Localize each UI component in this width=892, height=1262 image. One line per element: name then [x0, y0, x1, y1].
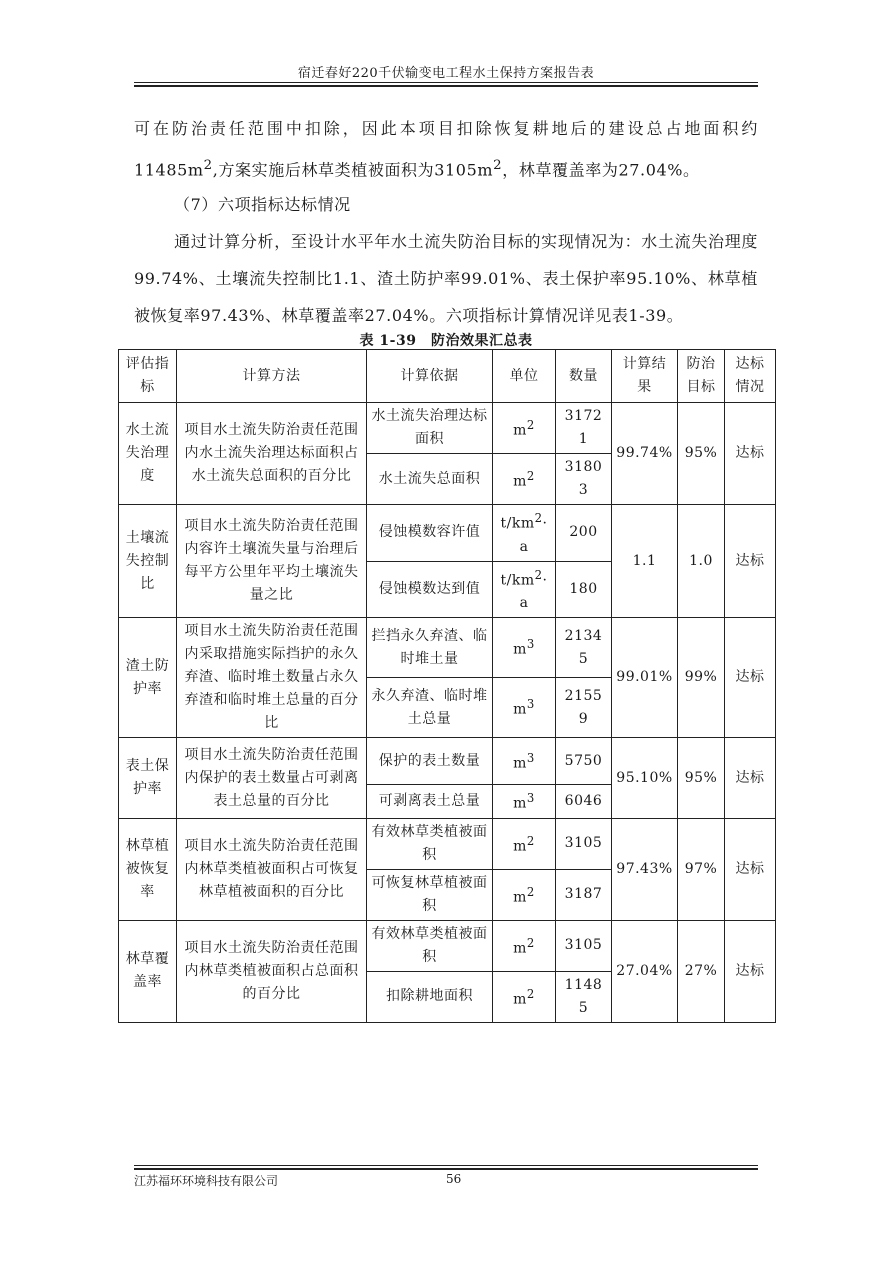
cell-basis: 永久弃渣、临时堆土总量 [367, 678, 493, 738]
cell-quantity: 31721 [556, 403, 612, 454]
header-target: 防治目标 [678, 350, 725, 403]
cell-basis: 有效林草类植被面积 [367, 818, 493, 869]
cell-basis: 侵蚀模数容许值 [367, 505, 493, 562]
cell-indicator: 渣土防护率 [119, 618, 177, 738]
cell-quantity: 21559 [556, 678, 612, 738]
header-rule-thick [134, 85, 758, 87]
p1-text-c: ，林草覆盖率为27.04%。 [502, 160, 700, 180]
cell-method: 项目水土流失防治责任范围内容许土壤流失量与治理后每平方公里年平均土壤流失量之比 [177, 505, 367, 618]
table-row [119, 403, 776, 454]
footer-company: 江苏福环环境科技有限公司 [134, 1174, 279, 1188]
header-quantity: 数量 [556, 350, 612, 403]
cell-result: 1.1 [612, 505, 678, 618]
cell-unit: $m^2$ [493, 869, 556, 920]
cell-unit: $t/km^2\cdot a$ [493, 505, 556, 562]
table-row [119, 920, 776, 971]
table-header-row [119, 350, 776, 403]
cell-method: 项目水土流失防治责任范围内林草类植被面积占可恢复林草植被面积的百分比 [177, 818, 367, 920]
cell-basis: 可剥离表土总量 [367, 785, 493, 819]
p1-superscript-2: 2 [493, 158, 503, 173]
cell-target: 97% [678, 818, 725, 920]
cell-method: 项目水土流失防治责任范围内林草类植被面积占总面积的百分比 [177, 920, 367, 1022]
header-unit: 单位 [493, 350, 556, 403]
cell-unit: $m^2$ [493, 818, 556, 869]
cell-quantity: 3105 [556, 920, 612, 971]
cell-quantity: 6046 [556, 785, 612, 819]
cell-result: 97.43% [612, 818, 678, 920]
cell-basis: 拦挡永久弃渣、临时堆土量 [367, 618, 493, 678]
cell-basis: 侵蚀模数达到值 [367, 561, 493, 618]
body-paragraph-1 [134, 110, 758, 188]
cell-result: 99.01% [612, 618, 678, 738]
cell-result: 95.10% [612, 738, 678, 819]
cell-result: 99.74% [612, 403, 678, 505]
cell-unit: $m^3$ [493, 785, 556, 819]
p1-superscript-1: 2 [203, 158, 213, 173]
header-rule [134, 82, 758, 83]
cell-basis: 水土流失总面积 [367, 454, 493, 505]
cell-result: 27.04% [612, 920, 678, 1022]
table-row [119, 618, 776, 678]
cell-quantity: 200 [556, 505, 612, 562]
header-status: 达标情况 [725, 350, 776, 403]
cell-basis: 水土流失治理达标面积 [367, 403, 493, 454]
page-header-title: 宿迁春好220千伏输变电工程水土保持方案报告表 [297, 66, 595, 81]
table-row [119, 738, 776, 785]
section-heading-text: （7）六项指标达标情况 [174, 195, 351, 214]
cell-target: 95% [678, 403, 725, 505]
p1-text-a: 可在防治责任范围中扣除，因此本项目扣除恢复耕地后的建设总占地面积约11485m [134, 119, 758, 180]
table-row [119, 818, 776, 869]
cell-target: 1.0 [678, 505, 725, 618]
header-indicator: 评估指标 [119, 350, 177, 403]
cell-status: 达标 [725, 505, 776, 618]
p3-text: 通过计算分析，至设计水平年水土流失防治目标的实现情况为：水土流失治理度99.74%、土壤流失控制比1.1、渣土防护率99.01%、表土保护率95.10%、林草植被恢复率97.43%、林草覆盖率27.04%。六项指标计算情况详见表1-39。 [134, 232, 758, 325]
cell-quantity: 31803 [556, 454, 612, 505]
cell-quantity: 180 [556, 561, 612, 618]
cell-status: 达标 [725, 403, 776, 505]
cell-indicator: 表土保护率 [119, 738, 177, 819]
cell-unit: $m^2$ [493, 920, 556, 971]
summary-table [118, 349, 776, 1023]
cell-status: 达标 [725, 738, 776, 819]
cell-quantity: 21345 [556, 618, 612, 678]
cell-basis: 可恢复林草植被面积 [367, 869, 493, 920]
table-row [119, 505, 776, 562]
cell-quantity: 3105 [556, 818, 612, 869]
cell-indicator: 林草覆盖率 [119, 920, 177, 1022]
footer-rule [134, 1168, 758, 1170]
cell-indicator: 林草植被恢复率 [119, 818, 177, 920]
cell-unit: $t/km^2\cdot a$ [493, 561, 556, 618]
cell-basis: 扣除耕地面积 [367, 971, 493, 1022]
table-caption: 表 1-39 防治效果汇总表 [359, 333, 533, 349]
cell-status: 达标 [725, 818, 776, 920]
body-paragraph-3 [134, 223, 758, 334]
cell-target: 27% [678, 920, 725, 1022]
footer-rule-thin [134, 1165, 758, 1166]
cell-unit: $m^2$ [493, 971, 556, 1022]
cell-method: 项目水土流失防治责任范围内采取措施实际挡护的永久弃渣、临时堆土数量占永久弃渣和临时堆土总量的百分比 [177, 618, 367, 738]
cell-status: 达标 [725, 618, 776, 738]
header-basis: 计算依据 [367, 350, 493, 403]
cell-unit: $m^3$ [493, 738, 556, 785]
cell-basis: 保护的表土数量 [367, 738, 493, 785]
cell-quantity: 5750 [556, 738, 612, 785]
cell-unit: $m^2$ [493, 454, 556, 505]
cell-indicator: 水土流失治理度 [119, 403, 177, 505]
cell-method: 项目水土流失防治责任范围内水土流失治理达标面积占水土流失总面积的百分比 [177, 403, 367, 505]
cell-quantity: 3187 [556, 869, 612, 920]
p1-text-b: ,方案实施后林草类植被面积为3105m [212, 160, 494, 180]
cell-status: 达标 [725, 920, 776, 1022]
header-result: 计算结果 [612, 350, 678, 403]
cell-basis: 有效林草类植被面积 [367, 920, 493, 971]
cell-quantity: 11485 [556, 971, 612, 1022]
cell-target: 99% [678, 618, 725, 738]
header-method: 计算方法 [177, 350, 367, 403]
cell-indicator: 土壤流失控制比 [119, 505, 177, 618]
cell-unit: $m^3$ [493, 618, 556, 678]
cell-method: 项目水土流失防治责任范围内保护的表土数量占可剥离表土总量的百分比 [177, 738, 367, 819]
cell-target: 95% [678, 738, 725, 819]
cell-unit: $m^2$ [493, 403, 556, 454]
page-number: 56 [446, 1172, 462, 1186]
cell-unit: $m^3$ [493, 678, 556, 738]
section-heading [134, 186, 758, 223]
